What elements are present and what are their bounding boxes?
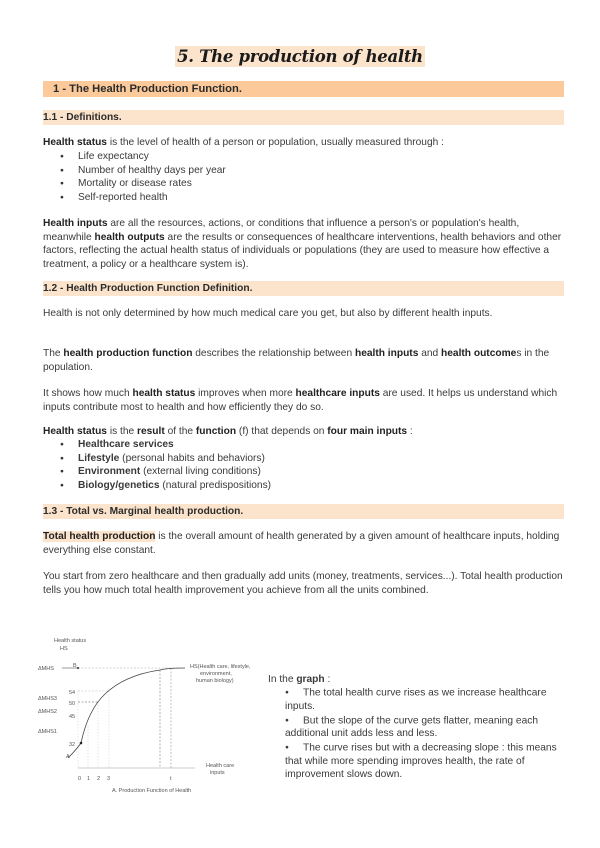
title-wrapper bbox=[0, 46, 600, 67]
mhs-top-label: ΔMHS bbox=[38, 666, 54, 672]
text: is the overall amount of health generated by a given amount of healthcare inputs, holding everything else constant. bbox=[43, 531, 560, 556]
term: function bbox=[195, 426, 237, 437]
list-item: ● Self-reported health bbox=[43, 191, 226, 205]
x-tick-3: 3 bbox=[107, 776, 111, 782]
bullet-text: But the slope of the curve gets flatter, meaning each additional unit adds less and less. bbox=[285, 715, 539, 740]
graph-notes-intro bbox=[268, 673, 568, 686]
point-b-label: B bbox=[73, 663, 77, 669]
x-tick-0: 0 bbox=[78, 776, 82, 782]
input-name: Healthcare services bbox=[78, 439, 174, 450]
list-item bbox=[268, 714, 568, 741]
y-axis-label-1: Health status bbox=[54, 638, 87, 644]
term-health-status: Health status bbox=[43, 137, 107, 148]
input-desc: (personal habits and behaviors) bbox=[119, 452, 265, 464]
graph-explanation bbox=[268, 673, 568, 781]
subsection-heading-1-1: 1.1 - Definitions. bbox=[43, 110, 564, 125]
x-axis-label-1: Health care bbox=[206, 763, 235, 769]
term: healthcare inputs bbox=[295, 388, 380, 399]
text: s in the population. bbox=[43, 348, 550, 373]
paragraph-total-health-production bbox=[43, 530, 568, 557]
paragraph-four-inputs bbox=[43, 425, 568, 439]
text: improves when more bbox=[195, 388, 296, 399]
list-item bbox=[43, 452, 271, 466]
y-tick-50: 50 bbox=[69, 701, 76, 707]
input-name: Lifestyle bbox=[78, 452, 120, 464]
term: graph bbox=[296, 674, 325, 685]
list-item bbox=[43, 479, 271, 493]
list-item bbox=[268, 686, 568, 713]
text: and bbox=[418, 348, 442, 359]
health-status-definition bbox=[43, 136, 568, 150]
text: of the bbox=[164, 426, 196, 437]
point-a-label: A bbox=[66, 754, 70, 760]
highlighted-term: Total health production bbox=[43, 531, 156, 542]
subsection-heading-1-2: 1.2 - Health Production Function Definition. bbox=[43, 281, 564, 296]
text: is the bbox=[106, 426, 137, 437]
term: result bbox=[137, 426, 165, 437]
text: The bbox=[43, 348, 64, 359]
mhs-label-2: ΔMHS2 bbox=[38, 709, 57, 715]
bullet-text: The curve rises but with a decreasing slope : this means that while more spending improves health, the rate of improvement slows down. bbox=[285, 742, 557, 781]
health-status-measures-list bbox=[43, 150, 226, 204]
point-a bbox=[80, 742, 83, 745]
text: (f) that depends on bbox=[236, 426, 328, 437]
input-desc: (external living conditions) bbox=[140, 466, 261, 478]
bullet-text: The total health curve rises as we increase healthcare inputs. bbox=[285, 687, 547, 713]
term: health inputs bbox=[354, 348, 419, 359]
curve-label-1: HS(Health care, lifestyle, bbox=[190, 664, 251, 670]
paragraph-health-determinants: Health is not only determined by how much medical care you get, but also by different health inputs. bbox=[43, 308, 493, 319]
health-inputs-outputs-paragraph bbox=[43, 217, 568, 271]
subsection-heading-1-3: 1.3 - Total vs. Marginal health production. bbox=[43, 504, 564, 519]
y-tick-32: 32 bbox=[69, 742, 76, 748]
term: Health status bbox=[43, 426, 107, 437]
paragraph-hpf-definition bbox=[43, 347, 568, 374]
term-health-outputs: health outputs bbox=[94, 231, 165, 243]
paragraph-hpf-shows bbox=[43, 387, 568, 414]
list-item bbox=[43, 438, 271, 452]
point-b bbox=[77, 667, 79, 669]
graph-svg bbox=[30, 630, 262, 800]
list-item bbox=[43, 465, 271, 479]
y-tick-45: 45 bbox=[69, 714, 76, 720]
graph-caption: A. Production Function of Health bbox=[112, 788, 192, 794]
mhs-label-3: ΔMHS3 bbox=[38, 696, 57, 702]
input-desc: (natural predispositions) bbox=[159, 479, 272, 491]
text: In the bbox=[268, 674, 297, 685]
bullet-icon: ● bbox=[285, 689, 289, 697]
text: : bbox=[324, 674, 331, 685]
paragraph-zero-healthcare: You start from zero healthcare and then gradually add units (money, treatments, services...). Total health production tells you how much total health improvement you achieve from all the units combined. bbox=[43, 571, 563, 596]
health-production-curve bbox=[68, 668, 185, 758]
term: four main inputs bbox=[327, 426, 408, 437]
list-item: ● Mortality or disease rates bbox=[43, 177, 226, 191]
curve-label-3: human biology) bbox=[196, 678, 234, 684]
definition-text: is the level of health of a person or population, usually measured through : bbox=[106, 137, 444, 148]
text: It shows how much bbox=[43, 388, 133, 399]
curve-label-2: environment, bbox=[200, 671, 232, 677]
text: : bbox=[407, 426, 413, 437]
term: health outcome bbox=[441, 348, 517, 359]
list-item bbox=[268, 741, 568, 782]
section-heading-1: 1 - The Health Production Function. bbox=[43, 81, 564, 97]
production-function-graph bbox=[30, 630, 262, 800]
text: are the results or consequences of healthcare interventions, health behaviors and other factors, reflecting the actual health status of individuals or populations (they are used to measure how effective a treatment, a policy or a healthcare system is). bbox=[43, 231, 562, 270]
list-item: ● Life expectancy bbox=[43, 150, 226, 164]
term: health production function bbox=[63, 348, 193, 359]
mhs-label-1: ΔMHS1 bbox=[38, 729, 57, 735]
y-tick-54: 54 bbox=[69, 690, 76, 696]
text: are all the resources, actions, or conditions that influence a person's or population's health, meanwhile bbox=[43, 218, 520, 243]
x-tick-1: 1 bbox=[87, 776, 91, 782]
page-title: 5. The production of health bbox=[177, 47, 423, 66]
x-tick-2: 2 bbox=[97, 776, 101, 782]
term-health-inputs: Health inputs bbox=[43, 218, 108, 229]
y-axis-label-2: HS bbox=[60, 646, 68, 652]
term: health status bbox=[132, 388, 196, 399]
x-tick-t: t bbox=[170, 776, 172, 782]
bullet-icon: ● bbox=[285, 716, 289, 724]
bullet-icon: ● bbox=[285, 743, 289, 751]
text: describes the relationship between bbox=[192, 348, 355, 359]
input-name: Environment bbox=[78, 466, 141, 478]
text: are used. It helps us understand which inputs contribute most to health and how efficiently they do so. bbox=[43, 388, 558, 413]
list-item: ● Number of healthy days per year bbox=[43, 164, 226, 178]
four-inputs-list bbox=[43, 438, 271, 492]
input-name: Biology/genetics bbox=[78, 479, 160, 491]
x-axis-label-2: inputs bbox=[210, 770, 225, 776]
